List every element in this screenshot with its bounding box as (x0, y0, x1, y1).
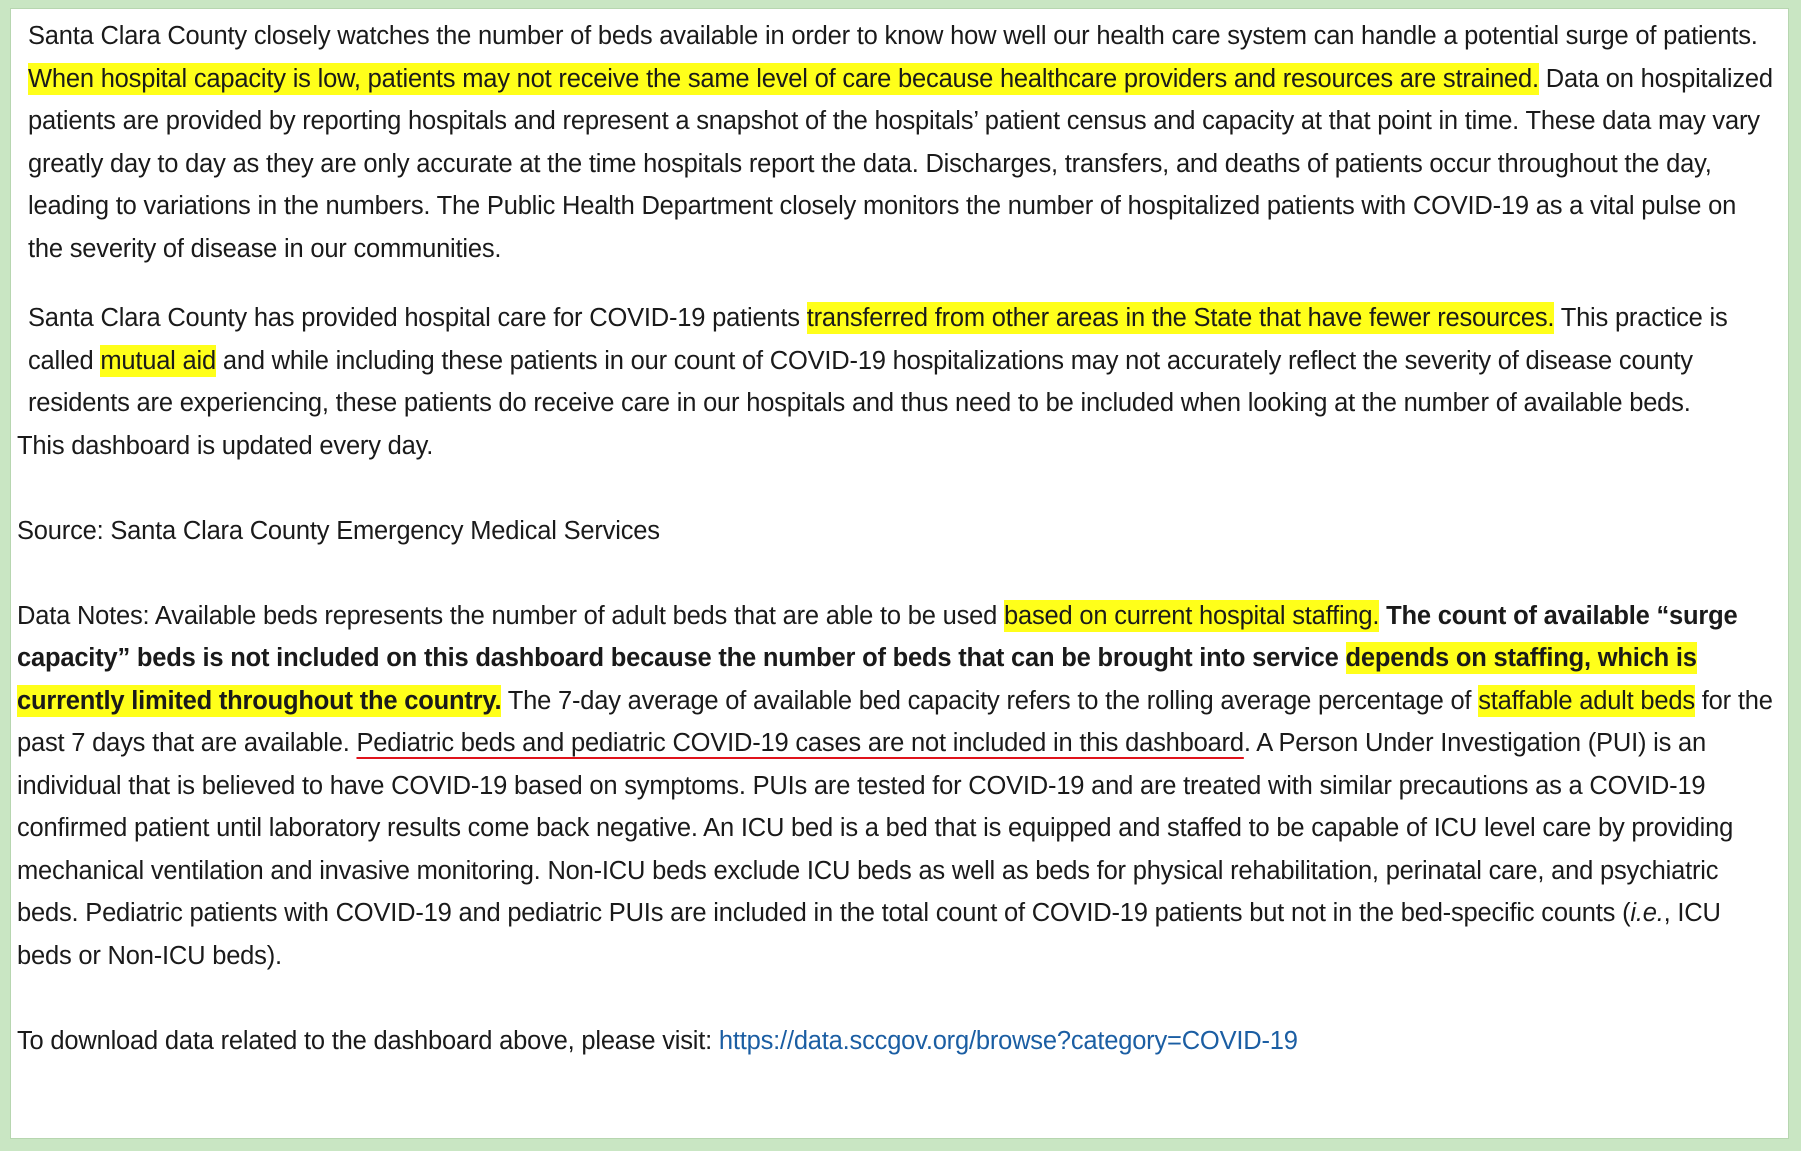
italic-text: i.e. (1630, 899, 1664, 927)
data-download-link[interactable]: https://data.sccgov.org/browse?category=COVID-19 (718, 1026, 1298, 1055)
intro-paragraph-capacity (17, 15, 1779, 270)
update-note: This dashboard is updated every day. (17, 431, 434, 460)
bold-text: The count of available “surge capacity” beds is not included on this dashboard because the number of beds that can be brought into service (17, 601, 1738, 672)
download-text: To download data related to the dashboard above, please visit: (17, 1026, 719, 1055)
text-span: . A Person Under Investigation (PUI) is an individual that is believed to have COVID-19 based on symptoms. PUIs are tested for COVID-19 and are treated with similar precautions as a COVID-19 confirmed patient until laboratory results come back negative. An ICU bed is a bed that is equipped and staffed to be capable of ICU level care by providing mechanical ventilation and invasive monitoring. Non-ICU beds exclude ICU beds as well as beds for physical rehabilitation, perinatal care, and psychiatric beds. Pediatric patients with COVID-19 and pediatric PUIs are included in the total count of COVID-19 patients but not in the bed-specific counts ( (17, 729, 1734, 927)
data-notes-paragraph (17, 595, 1779, 978)
spacer (17, 552, 1779, 595)
source-note: Source: Santa Clara County Emergency Medical Services (17, 516, 660, 545)
document-page (10, 8, 1789, 1139)
text-span: and while including these patients in our count of COVID-19 hospitalizations may not accurately reflect the severity of disease county residents are experiencing, these patients do receive care in our hospitals and thus need to be included when looking at the number of available beds. (28, 346, 1693, 417)
highlighted-text: transferred from other areas in the State that have fewer resources. (806, 304, 1555, 332)
text-span: Santa Clara County closely watches the number of beds available in order to know how well our health care system can handle a potential surge of patients. (28, 22, 1758, 50)
red-underlined-text: Pediatric beds and pediatric COVID-19 cases are not included in this dashboard (356, 729, 1244, 757)
highlighted-text: staffable adult beds (1478, 686, 1695, 715)
text-span: , ICU beds or Non-ICU beds). (17, 899, 1721, 970)
text-span: for the past 7 days that are available. (17, 686, 1773, 757)
highlighted-text: mutual aid (100, 346, 216, 375)
text-span: This practice is called (28, 304, 1728, 375)
intro-paragraph-mutual-aid (17, 297, 1779, 425)
spacer (17, 467, 1779, 510)
text-span: Data Notes: Available beds represents the number of adult beds that are able to be used (17, 601, 1004, 630)
download-paragraph (17, 1020, 1779, 1063)
bold-highlighted-text: depends on staffing, which is currently limited throughout the country. (17, 644, 1697, 715)
highlighted-text: When hospital capacity is low, patients may not receive the same level of care because healthcare providers and resources are strained. (28, 64, 1539, 93)
text-span: The 7-day average of available bed capacity refers to the rolling average percentage of (501, 686, 1479, 715)
document-content (17, 15, 1779, 1062)
text-span: Data on hospitalized patients are provided by reporting hospitals and represent a snapshot of the hospitals’ patient census and capacity at that point in time. These data may vary greatly day to day as they are only accurate at the time hospitals report the data. Discharges, transfers, and deaths of patients occur throughout the day, leading to variations in the numbers. The Public Health Department closely monitors the number of hospitalized patients with COVID-19 as a vital pulse on the severity of disease in our communities. (28, 64, 1773, 263)
highlighted-text: based on current hospital staffing. (1004, 601, 1380, 630)
text-span: Santa Clara County has provided hospital care for COVID-19 patients (28, 304, 807, 332)
spacer (17, 977, 1779, 1020)
